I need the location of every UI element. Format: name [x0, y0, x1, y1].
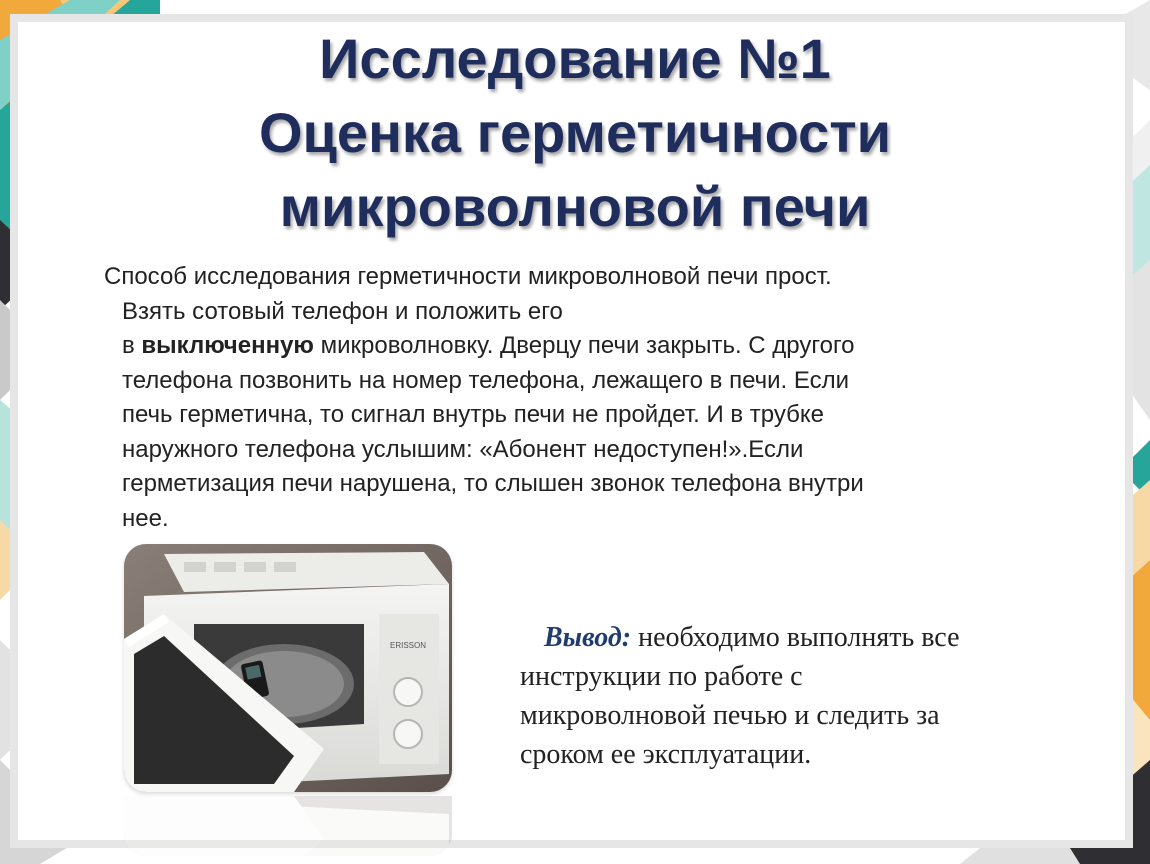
body-paragraph [104, 260, 1034, 536]
body-line-2: Взять сотовый телефон и положить его [122, 297, 563, 325]
conclusion-line-3: микроволновой печью и следить за [520, 700, 940, 731]
conclusion-block [520, 618, 1040, 774]
body-line-8: нее. [122, 504, 169, 532]
body-line-4: телефона позвонить на номер телефона, лежащего в печи. Если [122, 366, 850, 394]
body-bold-word: выключенную [141, 332, 314, 359]
body-line-1: Способ исследования герметичности микроволновой печи прост. [104, 263, 832, 290]
title-line-3: микроволновой печи [279, 175, 871, 238]
conclusion-text-1: необходимо выполнять все [631, 622, 960, 653]
conclusion-line-1 [520, 618, 1040, 657]
body-line-3-pre: в [122, 332, 142, 359]
photo-reflection [124, 796, 452, 856]
slide-title [0, 22, 1150, 244]
title-line-1: Исследование №1 [319, 27, 831, 90]
conclusion-line-2: инструкции по работе с [520, 661, 803, 692]
body-line-3 [122, 329, 1034, 364]
microwave-photo [124, 544, 452, 792]
conclusion-label: Вывод: [544, 622, 632, 653]
title-line-2: Оценка герметичности [258, 101, 892, 164]
body-line-5: печь герметична, то сигнал внутрь печи не пройдет. И в трубке [122, 401, 824, 428]
conclusion-line-4: сроком ее эксплуатации. [520, 739, 812, 770]
body-line-7: герметизация печи нарушена, то слышен звонок телефона внутри [122, 470, 864, 497]
brand-label: ERISSON [390, 641, 427, 650]
body-line-6: наружного телефона услышим: «Абонент недоступен!».Если [122, 435, 804, 463]
body-line-3-post: микроволновку. Дверцу печи закрыть. С другого [313, 332, 855, 359]
